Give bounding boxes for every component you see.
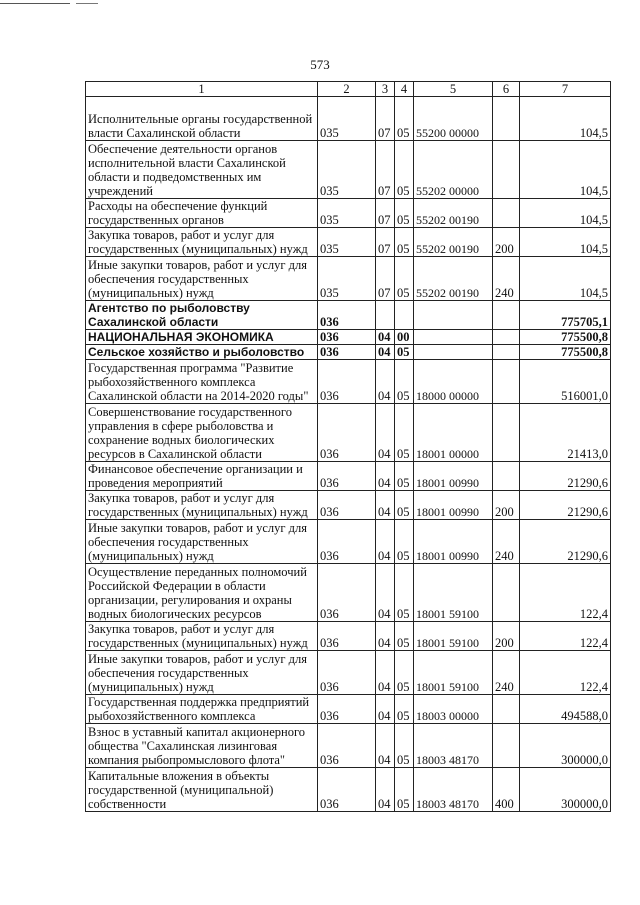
row-amount: 775705,1 — [520, 301, 611, 330]
row-ministry-code: 036 — [318, 768, 376, 812]
row-subsection-code: 05 — [395, 622, 414, 651]
row-expense-type: 240 — [493, 520, 520, 564]
row-amount: 104,5 — [520, 199, 611, 228]
row-ministry-code: 036 — [318, 491, 376, 520]
row-name: Финансовое обеспечение организации и проведения мероприятий — [86, 462, 318, 491]
row-section-code: 04 — [376, 768, 395, 812]
row-expense-type: 200 — [493, 491, 520, 520]
table-row — [86, 404, 611, 462]
row-ministry-code: 036 — [318, 330, 376, 345]
row-target-code: 18001 00000 — [414, 404, 493, 462]
row-amount: 104,5 — [520, 141, 611, 199]
row-ministry-code: 036 — [318, 462, 376, 491]
table-row — [86, 330, 611, 345]
row-name: Обеспечение деятельности органов исполнительной власти Сахалинской области и подведомственных им учреждений — [86, 141, 318, 199]
row-ministry-code: 036 — [318, 345, 376, 360]
row-name: Иные закупки товаров, работ и услуг для обеспечения государственных (муниципальных) нужд — [86, 257, 318, 301]
table-row — [86, 199, 611, 228]
column-header: 7 — [520, 82, 611, 97]
row-name: НАЦИОНАЛЬНАЯ ЭКОНОМИКА — [86, 330, 318, 345]
column-header: 2 — [318, 82, 376, 97]
row-ministry-code: 036 — [318, 695, 376, 724]
row-amount: 122,4 — [520, 622, 611, 651]
row-amount: 104,5 — [520, 97, 611, 141]
table-header-row — [86, 82, 611, 97]
row-section-code: 07 — [376, 199, 395, 228]
row-subsection-code: 05 — [395, 768, 414, 812]
row-section-code: 07 — [376, 228, 395, 257]
row-section-code: 07 — [376, 97, 395, 141]
row-amount: 21290,6 — [520, 462, 611, 491]
row-target-code: 55200 00000 — [414, 97, 493, 141]
row-name: Расходы на обеспечение функций государственных органов — [86, 199, 318, 228]
row-expense-type — [493, 404, 520, 462]
row-amount: 21413,0 — [520, 404, 611, 462]
row-amount: 21290,6 — [520, 520, 611, 564]
column-header: 1 — [86, 82, 318, 97]
row-section-code: 04 — [376, 520, 395, 564]
row-expense-type: 200 — [493, 622, 520, 651]
table-row — [86, 622, 611, 651]
table-row — [86, 301, 611, 330]
row-name: Агентство по рыболовству Сахалинской области — [86, 301, 318, 330]
row-subsection-code: 05 — [395, 564, 414, 622]
row-ministry-code: 036 — [318, 724, 376, 768]
row-amount: 122,4 — [520, 564, 611, 622]
row-ministry-code: 035 — [318, 141, 376, 199]
row-subsection-code: 05 — [395, 97, 414, 141]
row-ministry-code: 036 — [318, 301, 376, 330]
row-amount: 775500,8 — [520, 330, 611, 345]
row-expense-type — [493, 724, 520, 768]
row-section-code: 04 — [376, 491, 395, 520]
table-row — [86, 695, 611, 724]
row-amount: 300000,0 — [520, 724, 611, 768]
row-subsection-code: 05 — [395, 462, 414, 491]
table-row — [86, 462, 611, 491]
row-target-code: 18001 00990 — [414, 491, 493, 520]
row-subsection-code: 05 — [395, 724, 414, 768]
row-section-code: 04 — [376, 651, 395, 695]
row-target-code — [414, 330, 493, 345]
row-amount: 122,4 — [520, 651, 611, 695]
row-name: Закупка товаров, работ и услуг для государственных (муниципальных) нужд — [86, 622, 318, 651]
row-name: Государственная программа "Развитие рыбохозяйственного комплекса Сахалинской области на 2014-2020 годы" — [86, 360, 318, 404]
row-expense-type: 400 — [493, 768, 520, 812]
row-target-code: 18001 59100 — [414, 564, 493, 622]
row-section-code: 04 — [376, 360, 395, 404]
row-name: Капитальные вложения в объекты государственной (муниципальной) собственности — [86, 768, 318, 812]
row-target-code: 55202 00000 — [414, 141, 493, 199]
table-row — [86, 651, 611, 695]
row-target-code — [414, 345, 493, 360]
scan-edge-line — [76, 3, 98, 4]
row-name: Сельское хозяйство и рыболовство — [86, 345, 318, 360]
row-name: Закупка товаров, работ и услуг для государственных (муниципальных) нужд — [86, 491, 318, 520]
row-target-code: 18000 00000 — [414, 360, 493, 404]
row-expense-type — [493, 462, 520, 491]
row-expense-type: 240 — [493, 257, 520, 301]
row-section-code: 04 — [376, 695, 395, 724]
row-target-code: 18001 00990 — [414, 520, 493, 564]
row-section-code: 04 — [376, 345, 395, 360]
row-target-code: 18001 59100 — [414, 651, 493, 695]
row-subsection-code: 05 — [395, 228, 414, 257]
row-name: Совершенствование государственного управления в сфере рыболовства и сохранение водных биологических ресурсов в Сахалинской области — [86, 404, 318, 462]
row-expense-type — [493, 141, 520, 199]
row-name: Закупка товаров, работ и услуг для государственных (муниципальных) нужд — [86, 228, 318, 257]
row-ministry-code: 035 — [318, 257, 376, 301]
row-expense-type — [493, 199, 520, 228]
row-target-code: 18003 48170 — [414, 724, 493, 768]
scan-edge-line — [0, 3, 70, 4]
row-ministry-code: 035 — [318, 199, 376, 228]
row-ministry-code: 035 — [318, 228, 376, 257]
row-section-code: 04 — [376, 622, 395, 651]
row-ministry-code: 036 — [318, 360, 376, 404]
row-target-code: 18001 59100 — [414, 622, 493, 651]
row-amount: 300000,0 — [520, 768, 611, 812]
row-subsection-code: 05 — [395, 695, 414, 724]
row-subsection-code: 05 — [395, 257, 414, 301]
row-target-code: 55202 00190 — [414, 199, 493, 228]
row-amount: 494588,0 — [520, 695, 611, 724]
row-section-code: 04 — [376, 462, 395, 491]
row-ministry-code: 036 — [318, 404, 376, 462]
row-section-code: 07 — [376, 257, 395, 301]
row-ministry-code: 036 — [318, 622, 376, 651]
table-row — [86, 768, 611, 812]
row-expense-type — [493, 345, 520, 360]
table-row — [86, 141, 611, 199]
row-name: Осуществление переданных полномочий Российской Федерации в области организации, регулирования и охраны водных биологических ресурсов — [86, 564, 318, 622]
row-subsection-code: 05 — [395, 199, 414, 228]
row-ministry-code: 036 — [318, 520, 376, 564]
table-row — [86, 345, 611, 360]
row-subsection-code — [395, 301, 414, 330]
row-expense-type: 240 — [493, 651, 520, 695]
row-amount: 775500,8 — [520, 345, 611, 360]
row-target-code: 55202 00190 — [414, 228, 493, 257]
row-expense-type — [493, 97, 520, 141]
row-expense-type — [493, 695, 520, 724]
page-number: 573 — [310, 57, 330, 72]
row-name: Иные закупки товаров, работ и услуг для обеспечения государственных (муниципальных) нужд — [86, 520, 318, 564]
budget-table — [85, 81, 611, 812]
row-target-code: 18003 48170 — [414, 768, 493, 812]
row-subsection-code: 05 — [395, 491, 414, 520]
row-subsection-code: 05 — [395, 651, 414, 695]
row-amount: 21290,6 — [520, 491, 611, 520]
row-expense-type — [493, 564, 520, 622]
row-section-code: 04 — [376, 724, 395, 768]
table-row — [86, 97, 611, 141]
row-expense-type — [493, 360, 520, 404]
row-section-code: 07 — [376, 141, 395, 199]
row-name: Иные закупки товаров, работ и услуг для обеспечения государственных (муниципальных) нужд — [86, 651, 318, 695]
table-row — [86, 491, 611, 520]
row-name: Государственная поддержка предприятий рыбохозяйственного комплекса — [86, 695, 318, 724]
table-row — [86, 564, 611, 622]
row-name: Исполнительные органы государственной власти Сахалинской области — [86, 97, 318, 141]
row-target-code: 55202 00190 — [414, 257, 493, 301]
row-amount: 516001,0 — [520, 360, 611, 404]
row-subsection-code: 05 — [395, 141, 414, 199]
row-section-code: 04 — [376, 564, 395, 622]
table-row — [86, 520, 611, 564]
row-expense-type — [493, 301, 520, 330]
row-ministry-code: 036 — [318, 564, 376, 622]
row-section-code: 04 — [376, 404, 395, 462]
row-ministry-code: 035 — [318, 97, 376, 141]
row-subsection-code: 00 — [395, 330, 414, 345]
row-name: Взнос в уставный капитал акционерного общества "Сахалинская лизинговая компания рыбопромыслового флота" — [86, 724, 318, 768]
table-row — [86, 724, 611, 768]
row-section-code — [376, 301, 395, 330]
column-header: 6 — [493, 82, 520, 97]
row-subsection-code: 05 — [395, 360, 414, 404]
row-subsection-code: 05 — [395, 345, 414, 360]
row-target-code — [414, 301, 493, 330]
row-expense-type — [493, 330, 520, 345]
row-target-code: 18003 00000 — [414, 695, 493, 724]
column-header: 5 — [414, 82, 493, 97]
table-row — [86, 360, 611, 404]
column-header: 3 — [376, 82, 395, 97]
row-expense-type: 200 — [493, 228, 520, 257]
row-target-code: 18001 00990 — [414, 462, 493, 491]
row-section-code: 04 — [376, 330, 395, 345]
row-subsection-code: 05 — [395, 520, 414, 564]
row-ministry-code: 036 — [318, 651, 376, 695]
table-row — [86, 257, 611, 301]
row-amount: 104,5 — [520, 257, 611, 301]
row-amount: 104,5 — [520, 228, 611, 257]
row-subsection-code: 05 — [395, 404, 414, 462]
table-row — [86, 228, 611, 257]
column-header: 4 — [395, 82, 414, 97]
